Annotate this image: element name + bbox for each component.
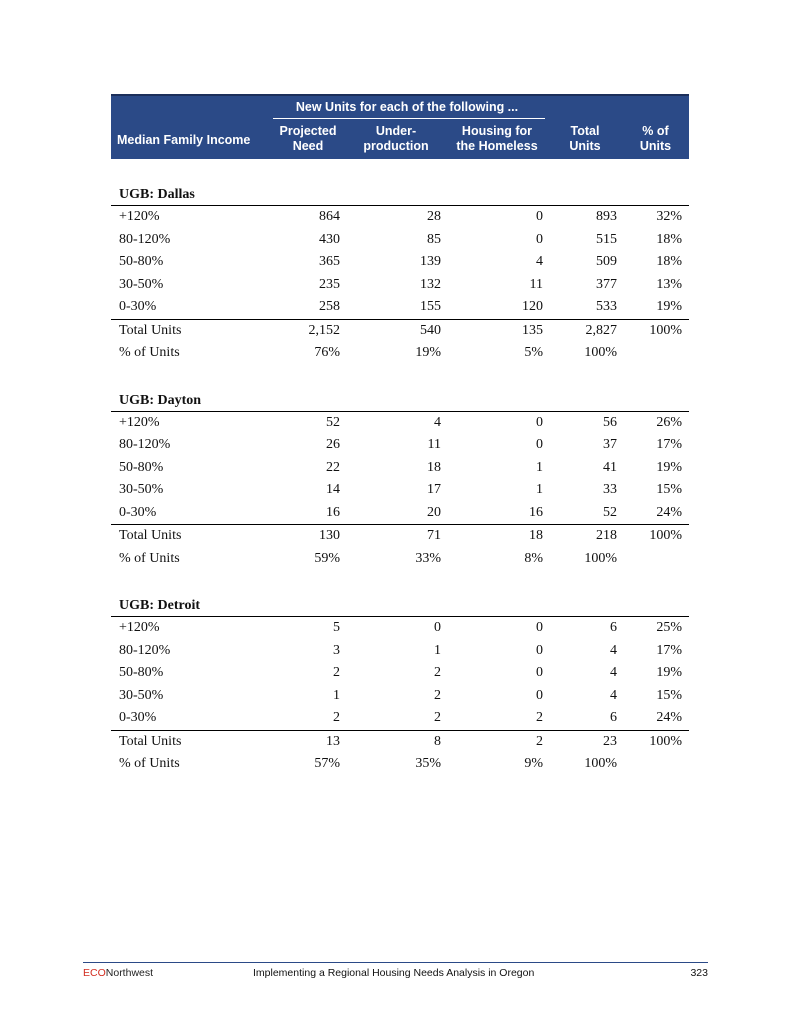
cell-income-label: 0-30% [119,710,157,725]
section-title: UGB: Dallas [111,185,689,206]
cell-underproduction: 4 [434,414,441,430]
cell-pct-units: 19% [656,665,682,680]
cell-underproduction: 35% [415,756,441,771]
cell-projected-need: 1 [333,687,340,703]
table-row [111,274,689,297]
section-ugb-detroit [111,596,689,776]
table-row [111,206,689,229]
table-row [111,412,689,435]
section-title: UGB: Dayton [111,391,689,412]
row-label-header: Median Family Income [117,133,251,147]
cell-underproduction: 33% [415,550,441,566]
table-row [111,457,689,480]
cell-pct-units: 100% [649,733,682,749]
cell-income-label: 30-50% [119,687,164,703]
cell-underproduction: 132 [420,276,441,292]
cell-homeless: 0 [536,642,543,658]
group-header: New Units for each of the following ... [295,100,519,114]
cell-homeless: 0 [536,687,543,703]
section-title: UGB: Detroit [111,596,689,617]
housing-units-table [111,94,689,776]
cell-underproduction: 17 [427,482,441,497]
cell-projected-need: 13 [326,733,340,749]
cell-projected-need: 430 [319,231,340,247]
cell-pct-units: 24% [656,710,682,725]
cell-projected-need: 76% [314,345,340,360]
cell-income-label: 50-80% [119,459,164,475]
cell-underproduction: 28 [427,209,441,224]
cell-homeless: 9% [524,756,543,771]
cell-total-units: 2,827 [585,322,617,338]
cell-projected-need: 235 [319,276,340,292]
cell-underproduction: 8 [434,733,441,749]
cell-homeless: 2 [536,710,543,725]
cell-homeless: 135 [522,322,543,338]
cell-homeless: 4 [536,254,543,269]
cell-pct-units: 100% [649,322,682,338]
cell-projected-need: 59% [314,550,340,566]
cell-total-units: 893 [596,209,617,224]
pct-row [111,753,689,776]
cell-pct-units: 19% [656,459,682,475]
cell-total-units: 4 [610,687,617,703]
cell-projected-need: 2 [333,710,340,725]
cell-underproduction: 19% [415,345,441,360]
cell-projected-need: 5 [333,620,340,635]
table-row [111,251,689,274]
cell-income-label: 0-30% [119,299,157,314]
table-row [111,617,689,640]
cell-total-units: 509 [596,254,617,269]
cell-pct-units: 100% [649,528,682,543]
cell-total-units: 23 [603,733,617,749]
cell-pct-units: 26% [656,414,682,430]
cell-homeless: 0 [536,665,543,680]
page-footer [83,962,708,983]
cell-pct-units: 25% [656,620,682,635]
cell-projected-need: 3 [333,642,340,658]
cell-homeless: 120 [522,299,543,314]
table-row [111,502,689,525]
table-body [111,185,689,776]
cell-underproduction: 540 [420,322,441,338]
cell-projected-need: 52 [326,414,340,430]
cell-total-units: 41 [603,459,617,475]
cell-total-units: 37 [603,437,617,452]
cell-pct-units: 17% [656,642,682,658]
cell-projected-need: 14 [326,482,340,497]
cell-projected-need: 26 [326,437,340,452]
cell-income-label: 30-50% [119,482,164,497]
cell-projected-need: 130 [319,528,340,543]
cell-homeless: 0 [536,620,543,635]
table-row [111,685,689,708]
cell-income-label: Total Units [119,528,182,543]
cell-total-units: 52 [603,504,617,520]
cell-total-units: 4 [610,642,617,658]
cell-pct-units: 13% [656,276,682,292]
total-row [111,730,689,754]
pct-row [111,548,689,571]
cell-total-units: 100% [584,550,617,566]
cell-total-units: 6 [610,620,617,635]
cell-pct-units: 18% [656,254,682,269]
col-header-total-units: Total Units [569,124,601,153]
cell-projected-need: 864 [319,209,340,224]
cell-total-units: 377 [596,276,617,292]
cell-homeless: 0 [536,231,543,247]
document-title: Implementing a Regional Housing Needs Analysis in Oregon [253,967,535,979]
cell-pct-units: 15% [656,687,682,703]
cell-homeless: 18 [529,528,543,543]
cell-income-label: 50-80% [119,254,164,269]
total-row [111,524,689,548]
cell-pct-units: 17% [656,437,682,452]
total-row [111,319,689,343]
cell-projected-need: 2 [333,665,340,680]
section-ugb-dallas [111,185,689,365]
cell-income-label: 50-80% [119,665,164,680]
col-header-pct-units: % of Units [639,124,672,153]
cell-pct-units: 32% [656,209,682,224]
table-row [111,296,689,319]
cell-total-units: 33 [603,482,617,497]
cell-total-units: 100% [584,756,617,771]
table-row [111,229,689,252]
cell-income-label: 80-120% [119,231,171,247]
cell-income-label: +120% [119,209,160,224]
cell-homeless: 0 [536,209,543,224]
col-header-underproduction: Under- production [363,124,429,153]
cell-projected-need: 258 [319,299,340,314]
table-header [111,94,689,159]
cell-projected-need: 365 [319,254,340,269]
cell-total-units: 218 [596,528,617,543]
cell-income-label: Total Units [119,733,182,749]
cell-total-units: 56 [603,414,617,430]
cell-pct-units: 19% [656,299,682,314]
brand-logo: ECONorthwest [83,967,154,979]
cell-income-label: % of Units [119,550,180,566]
cell-income-label: % of Units [119,345,180,360]
cell-underproduction: 155 [420,299,441,314]
cell-income-label: +120% [119,620,160,635]
col-header-projected-need: Projected Need [279,124,337,153]
group-header-rule [273,118,545,119]
table-row [111,434,689,457]
cell-income-label: Total Units [119,322,182,338]
cell-total-units: 515 [596,231,617,247]
cell-projected-need: 22 [326,459,340,475]
cell-income-label: 0-30% [119,504,157,520]
cell-underproduction: 1 [434,642,441,658]
cell-underproduction: 20 [427,504,441,520]
cell-projected-need: 2,152 [308,322,340,338]
cell-homeless: 1 [536,482,543,497]
cell-homeless: 16 [529,504,543,520]
table-row [111,479,689,502]
cell-projected-need: 57% [314,756,340,771]
cell-underproduction: 71 [427,528,441,543]
cell-total-units: 4 [610,665,617,680]
cell-homeless: 0 [536,437,543,452]
cell-homeless: 8% [524,550,543,566]
cell-homeless: 5% [524,345,543,360]
cell-underproduction: 11 [427,437,441,452]
cell-income-label: 30-50% [119,276,164,292]
cell-income-label: 80-120% [119,642,171,658]
table-row [111,707,689,730]
cell-income-label: 80-120% [119,437,171,452]
cell-homeless: 0 [536,414,543,430]
col-header-homeless: Housing for the Homeless [456,124,538,153]
cell-pct-units: 18% [656,231,682,247]
cell-income-label: % of Units [119,756,180,771]
cell-underproduction: 2 [434,665,441,680]
cell-underproduction: 2 [434,687,441,703]
section-ugb-dayton [111,391,689,571]
cell-underproduction: 0 [434,620,441,635]
table-row [111,640,689,663]
cell-income-label: +120% [119,414,160,430]
cell-total-units: 6 [610,710,617,725]
pct-row [111,342,689,365]
cell-underproduction: 18 [427,459,441,475]
page-number: 323 [690,967,708,979]
cell-total-units: 533 [596,299,617,314]
table-row [111,662,689,685]
cell-total-units: 100% [584,345,617,360]
cell-homeless: 11 [529,276,543,292]
cell-underproduction: 85 [427,231,441,247]
cell-pct-units: 15% [656,482,682,497]
cell-homeless: 2 [536,733,543,749]
cell-homeless: 1 [536,459,543,475]
cell-pct-units: 24% [656,504,682,520]
cell-underproduction: 2 [434,710,441,725]
cell-projected-need: 16 [326,504,340,520]
cell-underproduction: 139 [420,254,441,269]
